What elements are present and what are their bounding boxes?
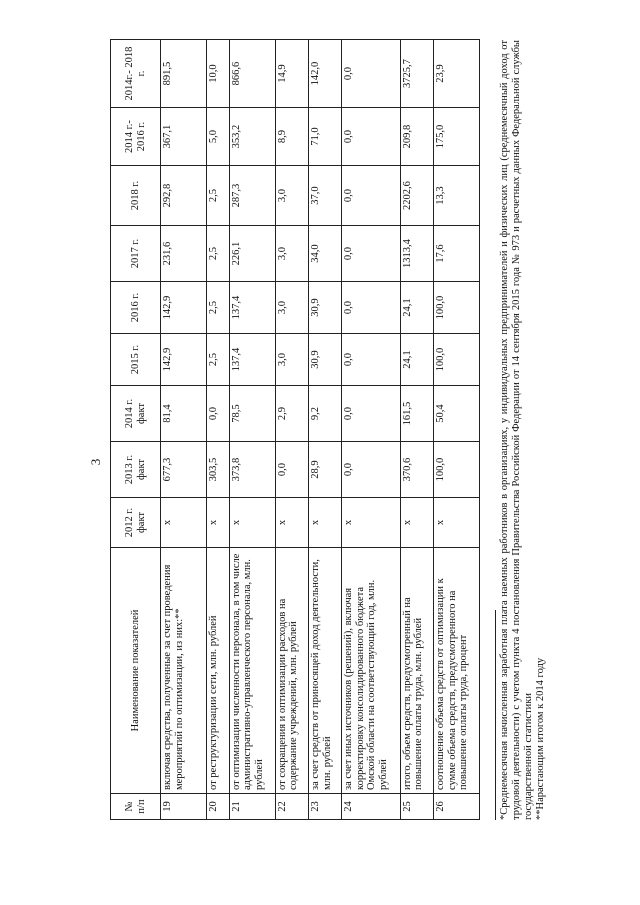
header-cell: № п/п [111, 794, 161, 820]
value-cell: 231,6 [161, 226, 207, 282]
value-cell: 292,8 [161, 166, 207, 226]
value-cell: 303,5 [206, 442, 229, 498]
value-cell: 0,0 [342, 40, 400, 108]
value-cell: 0,0 [342, 226, 400, 282]
table-row [206, 40, 229, 820]
indicator-name: включая средства, полученные за счет проведения мероприятий по оптимизации, из них:** [161, 548, 207, 794]
value-cell: 0,0 [342, 166, 400, 226]
value-cell: 78,5 [229, 386, 275, 442]
header-cell: 2018 г. [111, 166, 161, 226]
value-cell: x [434, 498, 480, 548]
value-cell: 353,2 [229, 108, 275, 166]
rotated-table-container [110, 40, 480, 820]
value-cell: 0,0 [342, 282, 400, 334]
value-cell: 0,0 [342, 334, 400, 386]
value-cell: 866,6 [229, 40, 275, 108]
value-cell: 137,4 [229, 282, 275, 334]
value-cell: 3,0 [275, 282, 308, 334]
indicator-name: от оптимизации численности персонала, в том числе административно-управленческого персонала, млн. рублей [229, 548, 275, 794]
value-cell: x [229, 498, 275, 548]
row-number: 21 [229, 794, 275, 820]
row-number: 22 [275, 794, 308, 820]
value-cell: x [400, 498, 433, 548]
value-cell: x [275, 498, 308, 548]
value-cell: 5,0 [206, 108, 229, 166]
value-cell: 142,9 [161, 334, 207, 386]
value-cell: 2,5 [206, 334, 229, 386]
indicators-table [110, 39, 480, 820]
value-cell: 0,0 [342, 386, 400, 442]
value-cell: 0,0 [342, 108, 400, 166]
value-cell: 3725,7 [400, 40, 433, 108]
value-cell: 34,0 [309, 226, 342, 282]
value-cell: x [342, 498, 400, 548]
header-cell: 2016 г. [111, 282, 161, 334]
header-cell: 2014 г. факт [111, 386, 161, 442]
value-cell: 2202,6 [400, 166, 433, 226]
header-cell: 2014 г.- 2016 г. [111, 108, 161, 166]
indicator-name: от реструктуризации сети, млн. рублей [206, 548, 229, 794]
table-row [342, 40, 400, 820]
table-row [400, 40, 433, 820]
value-cell: 370,6 [400, 442, 433, 498]
table-row [229, 40, 275, 820]
value-cell: 2,5 [206, 166, 229, 226]
table-row [309, 40, 342, 820]
value-cell: 8,9 [275, 108, 308, 166]
indicator-name: от сокращения и оптимизации расходов на содержание учреждений, млн. рублей [275, 548, 308, 794]
table-row [161, 40, 207, 820]
value-cell: 209,8 [400, 108, 433, 166]
row-number: 19 [161, 794, 207, 820]
value-cell: 161,5 [400, 386, 433, 442]
value-cell: 0,0 [206, 386, 229, 442]
table-header-row [111, 40, 161, 820]
value-cell: 1313,4 [400, 226, 433, 282]
value-cell: 24,1 [400, 282, 433, 334]
value-cell: 142,0 [309, 40, 342, 108]
value-cell: 14,9 [275, 40, 308, 108]
value-cell: 17,6 [434, 226, 480, 282]
row-number: 20 [206, 794, 229, 820]
value-cell: 10,0 [206, 40, 229, 108]
value-cell: 0,0 [275, 442, 308, 498]
value-cell: x [206, 498, 229, 548]
value-cell: 891,5 [161, 40, 207, 108]
indicator-name: за счет иных источников (решений), включая корректировку консолидированного бюджета Омской области на соответствующий год, млн. рублей [342, 548, 400, 794]
value-cell: 50,4 [434, 386, 480, 442]
header-cell: 2013 г. факт [111, 442, 161, 498]
header-cell: Наименование показателей [111, 548, 161, 794]
header-cell: 2012 г. факт [111, 498, 161, 548]
value-cell: 226,1 [229, 226, 275, 282]
footnotes [495, 40, 575, 820]
value-cell: 3,0 [275, 166, 308, 226]
footnote-separator [495, 610, 496, 820]
row-number: 25 [400, 794, 433, 820]
value-cell: 137,4 [229, 334, 275, 386]
value-cell: 142,9 [161, 282, 207, 334]
value-cell: 100,0 [434, 334, 480, 386]
indicator-name: соотношение объема средств от оптимизации к сумме объема средств, предусмотренного на повышение оплаты труда, процент [434, 548, 480, 794]
indicator-name: за счет средств от приносящей доход деятельности, млн. рублей [309, 548, 342, 794]
value-cell: 24,1 [400, 334, 433, 386]
value-cell: 9,2 [309, 386, 342, 442]
header-cell: 2017 г. [111, 226, 161, 282]
value-cell: 2,9 [275, 386, 308, 442]
table-body [161, 40, 480, 820]
value-cell: 30,9 [309, 334, 342, 386]
value-cell: 30,9 [309, 282, 342, 334]
page-number: 3 [88, 458, 103, 466]
footnote-2: **Нарастающим итогом к 2014 году [535, 657, 546, 820]
value-cell: 367,1 [161, 108, 207, 166]
value-cell: 175,0 [434, 108, 480, 166]
value-cell: 37,0 [309, 166, 342, 226]
value-cell: 2,5 [206, 226, 229, 282]
row-number: 24 [342, 794, 400, 820]
value-cell: x [309, 498, 342, 548]
value-cell: 23,9 [434, 40, 480, 108]
table-row [434, 40, 480, 820]
row-number: 26 [434, 794, 480, 820]
value-cell: 13,3 [434, 166, 480, 226]
footnote-1: *Среднемесячная начисленная заработная плата наемных работников в организациях, у индивидуальных предпринимателей и физических лиц (среднемесячный доход от трудовой деятельности) с учетом пункта 4 постановления Правительства Российской Федерации от 14 сентября 2015 года № 973 и расчетных данных Федеральной службы государственной статистики [499, 40, 534, 820]
value-cell: 373,8 [229, 442, 275, 498]
table-row [275, 40, 308, 820]
value-cell: 2,5 [206, 282, 229, 334]
header-cell: 2014г.- 2018 г. [111, 40, 161, 108]
value-cell: 3,0 [275, 334, 308, 386]
value-cell: 100,0 [434, 442, 480, 498]
value-cell: 71,0 [309, 108, 342, 166]
row-number: 23 [309, 794, 342, 820]
value-cell: 3,0 [275, 226, 308, 282]
value-cell: 677,3 [161, 442, 207, 498]
value-cell: 287,3 [229, 166, 275, 226]
value-cell: x [161, 498, 207, 548]
value-cell: 28,9 [309, 442, 342, 498]
value-cell: 100,0 [434, 282, 480, 334]
indicator-name: итого, объем средств, предусмотренный на повышение оплаты труда, млн. рублей [400, 548, 433, 794]
value-cell: 81,4 [161, 386, 207, 442]
value-cell: 0,0 [342, 442, 400, 498]
header-cell: 2015 г. [111, 334, 161, 386]
